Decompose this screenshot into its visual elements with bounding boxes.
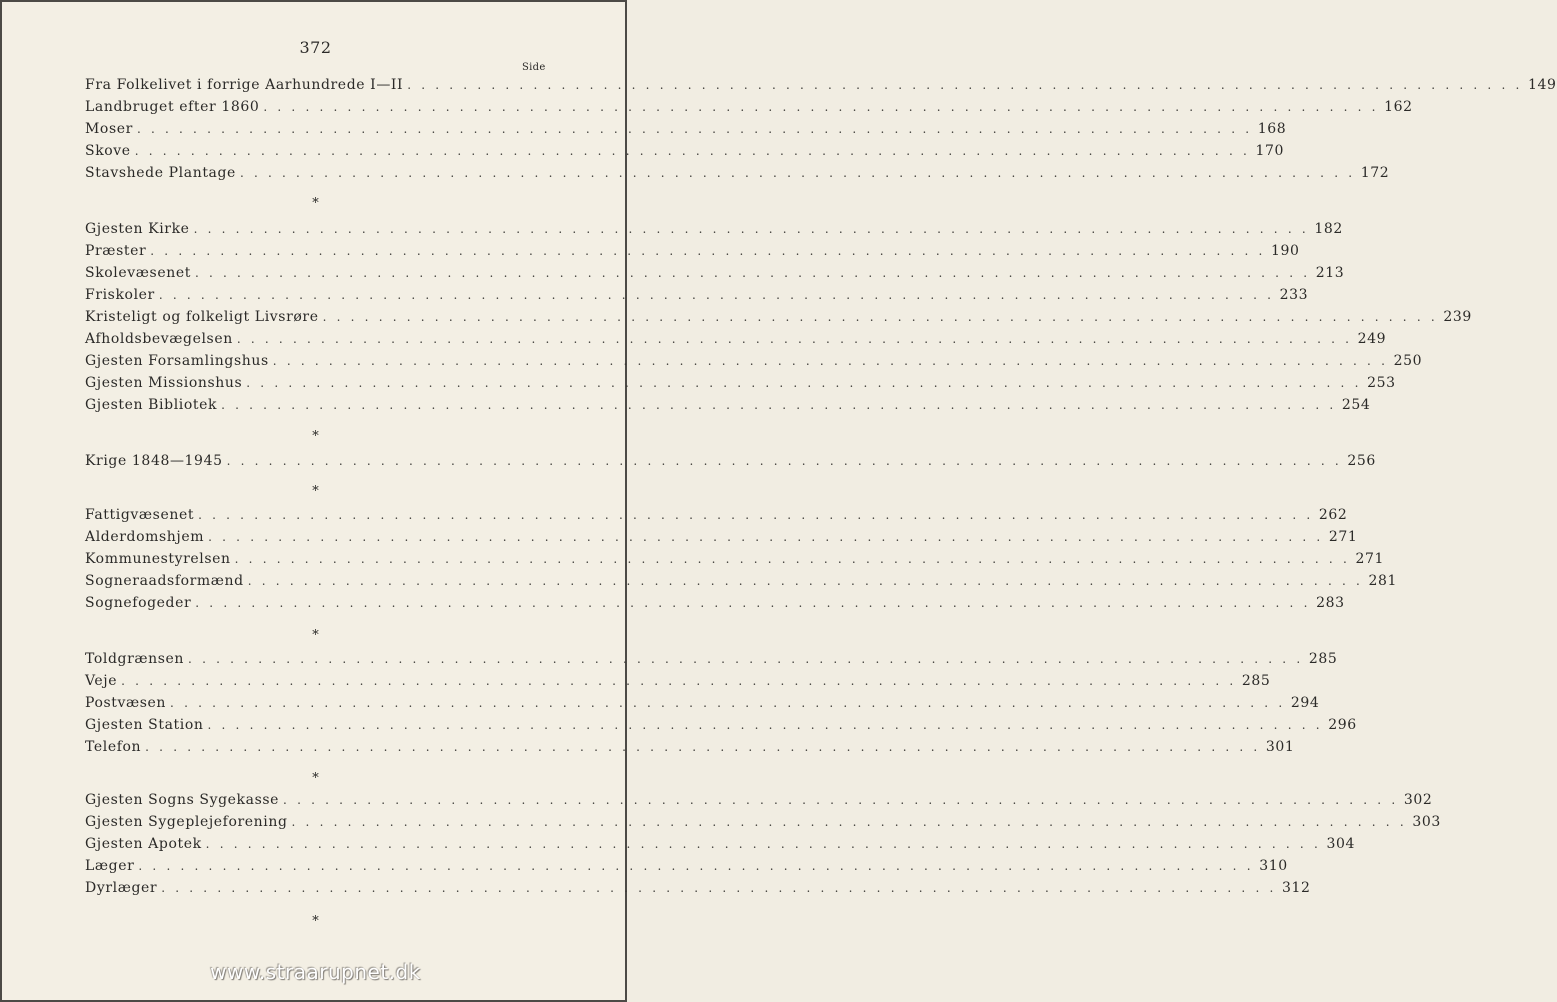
dot-leader: . . . . . . . . . . . . . . . . . . . . . . . . . . . . . . . . . . . . . . . . . . . . . . . . . . . . . . . . . . . . . . . . . . . . . . . . . . . . . . . . <box>263 100 1379 114</box>
toc-entry-page: 285 <box>1241 673 1271 689</box>
toc-entry-page: 233 <box>1279 287 1309 303</box>
toc-entry-page: 310 <box>1259 858 1288 874</box>
toc-entry-title: Fra Folkelivet i forrige Aarhundrede I—II <box>85 77 404 93</box>
toc-entry-title: Kommunestyrelsen <box>85 551 231 567</box>
toc-entry-title: Postvæsen <box>85 695 167 711</box>
toc-entry-page: 254 <box>1341 397 1371 413</box>
dot-leader: . . . . . . . . . . . . . . . . . . . . . . . . . . . . . . . . . . . . . . . . . . . . . . . . . . . . . . . . . . . . . . . . . . . . . . . . . . . . . . . . <box>145 740 1261 754</box>
page-number: 372 <box>299 38 332 57</box>
toc-entry <box>85 77 1557 95</box>
section-separator: * <box>312 914 319 929</box>
dot-leader: . . . . . . . . . . . . . . . . . . . . . . . . . . . . . . . . . . . . . . . . . . . . . . . . . . . . . . . . . . . . . . . . . . . . . . . . . . . . . . . . <box>158 288 1275 302</box>
dot-leader: . . . . . . . . . . . . . . . . . . . . . . . . . . . . . . . . . . . . . . . . . . . . . . . . . . . . . . . . . . . . . . . . . . . . . . . . . . . . . . . . <box>208 530 1324 544</box>
dot-leader: . . . . . . . . . . . . . . . . . . . . . . . . . . . . . . . . . . . . . . . . . . . . . . . . . . . . . . . . . . . . . . . . . . . . . . . . . . . . . . . . <box>150 244 1266 258</box>
toc-entry-page: 162 <box>1384 99 1413 115</box>
toc-entry-title: Læger <box>85 858 135 874</box>
dot-leader: . . . . . . . . . . . . . . . . . . . . . . . . . . . . . . . . . . . . . . . . . . . . . . . . . . . . . . . . . . . . . . . . . . . . . . . . . . . . . . . . <box>195 596 1311 610</box>
section-separator: * <box>312 628 319 643</box>
dot-leader: . . . . . . . . . . . . . . . . . . . . . . . . . . . . . . . . . . . . . . . . . . . . . . . . . . . . . . . . . . . . . . . . . . . . . . . . . . . . . . . . <box>198 508 1314 522</box>
toc-entry-page: 285 <box>1308 651 1338 667</box>
section-separator: * <box>312 771 319 786</box>
toc-entry <box>85 353 1423 371</box>
toc-entry <box>85 121 1287 139</box>
toc-entry <box>85 287 1309 305</box>
dot-leader: . . . . . . . . . . . . . . . . . . . . . . . . . . . . . . . . . . . . . . . . . . . . . . . . . . . . . . . . . . . . . . . . . . . . . . . . . . . . . . . . <box>246 376 1362 390</box>
dot-leader: . . . . . . . . . . . . . . . . . . . . . . . . . . . . . . . . . . . . . . . . . . . . . . . . . . . . . . . . . . . . . . . . . . . . . . . . . . . . . . . . <box>205 837 1321 851</box>
toc-entry-title: Gjesten Forsamlingshus <box>85 353 269 369</box>
toc-entry <box>85 397 1371 415</box>
toc-entry <box>85 739 1295 757</box>
toc-entry-title: Gjesten Station <box>85 717 204 733</box>
toc-entry-page: 296 <box>1328 717 1357 733</box>
dot-leader: . . . . . . . . . . . . . . . . . . . . . . . . . . . . . . . . . . . . . . . . . . . . . . . . . . . . . . . . . . . . . . . . . . . . . . . . . . . . . . . . <box>207 718 1323 732</box>
toc-entry-page: 256 <box>1347 453 1376 469</box>
toc-entry <box>85 99 1413 117</box>
dot-leader: . . . . . . . . . . . . . . . . . . . . . . . . . . . . . . . . . . . . . . . . . . . . . . . . . . . . . . . . . . . . . . . . . . . . . . . . . . . . . . . . <box>136 122 1253 136</box>
toc-entry <box>85 453 1376 471</box>
toc-entry-title: Telefon <box>85 739 142 755</box>
toc-entry-page: 304 <box>1326 836 1355 852</box>
toc-entry-page: 182 <box>1314 221 1343 237</box>
toc-entry <box>85 836 1355 854</box>
toc-entry-title: Toldgrænsen <box>85 651 185 667</box>
side-column-label: Side <box>522 62 546 73</box>
toc-entry <box>85 792 1433 810</box>
toc-entry <box>85 265 1345 283</box>
dot-leader: . . . . . . . . . . . . . . . . . . . . . . . . . . . . . . . . . . . . . . . . . . . . . . . . . . . . . . . . . . . . . . . . . . . . . . . . . . . . . . . . <box>283 793 1399 807</box>
dot-leader: . . . . . . . . . . . . . . . . . . . . . . . . . . . . . . . . . . . . . . . . . . . . . . . . . . . . . . . . . . . . . . . . . . . . . . . . . . . . . . . . <box>247 574 1364 588</box>
toc-entry-title: Skolevæsenet <box>85 265 191 281</box>
toc-entry-title: Stavshede Plantage <box>85 165 236 181</box>
toc-entry-page: 249 <box>1357 331 1387 347</box>
toc-entry <box>85 529 1358 547</box>
toc-entry <box>85 880 1311 898</box>
dot-leader: . . . . . . . . . . . . . . . . . . . . . . . . . . . . . . . . . . . . . . . . . . . . . . . . . . . . . . . . . . . . . . . . . . . . . . . . . . . . . . . . <box>138 859 1254 873</box>
toc-entry <box>85 717 1357 735</box>
toc-entry-title: Fattigvæsenet <box>85 507 195 523</box>
dot-leader: . . . . . . . . . . . . . . . . . . . . . . . . . . . . . . . . . . . . . . . . . . . . . . . . . . . . . . . . . . . . . . . . . . . . . . . . . . . . . . . . <box>272 354 1389 368</box>
dot-leader: . . . . . . . . . . . . . . . . . . . . . . . . . . . . . . . . . . . . . . . . . . . . . . . . . . . . . . . . . . . . . . . . . . . . . . . . . . . . . . . . <box>234 552 1350 566</box>
section-separator: * <box>312 429 319 444</box>
toc-entry <box>85 814 1441 832</box>
toc-entry <box>85 375 1396 393</box>
toc-entry-title: Sogneraadsformænd <box>85 573 244 589</box>
toc-entry <box>85 695 1320 713</box>
toc-entry <box>85 551 1384 569</box>
toc-entry-title: Gjesten Sogns Sygekasse <box>85 792 280 808</box>
dot-leader: . . . . . . . . . . . . . . . . . . . . . . . . . . . . . . . . . . . . . . . . . . . . . . . . . . . . . . . . . . . . . . . . . . . . . . . . . . . . . . . . <box>236 332 1353 346</box>
toc-entry-page: 250 <box>1393 353 1423 369</box>
toc-entry-title: Gjesten Missionshus <box>85 375 243 391</box>
dot-leader: . . . . . . . . . . . . . . . . . . . . . . . . . . . . . . . . . . . . . . . . . . . . . . . . . . . . . . . . . . . . . . . . . . . . . . . . . . . . . . . . <box>170 696 1286 710</box>
toc-entry-page: 271 <box>1328 529 1358 545</box>
toc-entry-page: 281 <box>1368 573 1398 589</box>
toc-entry <box>85 243 1300 261</box>
toc-entry-title: Gjesten Apotek <box>85 836 202 852</box>
toc-entry <box>85 858 1288 876</box>
toc-entry-title: Friskoler <box>85 287 155 303</box>
dot-leader: . . . . . . . . . . . . . . . . . . . . . . . . . . . . . . . . . . . . . . . . . . . . . . . . . . . . . . . . . . . . . . . . . . . . . . . . . . . . . . . . <box>221 398 1337 412</box>
toc-entry <box>85 507 1348 525</box>
toc-entry-title: Kristeligt og folkeligt Livsrøre <box>85 309 319 325</box>
toc-entry-page: 271 <box>1355 551 1384 567</box>
toc-entry-title: Dyrlæger <box>85 880 158 896</box>
toc-entry-page: 239 <box>1443 309 1472 325</box>
toc-entry <box>85 651 1338 669</box>
toc-entry-title: Landbruget efter 1860 <box>85 99 260 115</box>
toc-entry-page: 303 <box>1412 814 1441 830</box>
section-separator: * <box>312 484 319 499</box>
toc-entry <box>85 595 1345 613</box>
dot-leader: . . . . . . . . . . . . . . . . . . . . . . . . . . . . . . . . . . . . . . . . . . . . . . . . . . . . . . . . . . . . . . . . . . . . . . . . . . . . . . . . <box>161 881 1277 895</box>
dot-leader: . . . . . . . . . . . . . . . . . . . . . . . . . . . . . . . . . . . . . . . . . . . . . . . . . . . . . . . . . . . . . . . . . . . . . . . . . . . . . . . . <box>193 222 1309 236</box>
section-separator: * <box>312 196 319 211</box>
toc-entry-page: 312 <box>1281 880 1311 896</box>
toc-entry-title: Præster <box>85 243 147 259</box>
dot-leader: . . . . . . . . . . . . . . . . . . . . . . . . . . . . . . . . . . . . . . . . . . . . . . . . . . . . . . . . . . . . . . . . . . . . . . . . . . . . . . . . <box>407 78 1523 92</box>
toc-entry-title: Gjesten Kirke <box>85 221 190 237</box>
watermark: www.straarupnet.dk <box>210 960 421 984</box>
toc-entry-page: 168 <box>1257 121 1287 137</box>
toc-entry-title: Gjesten Sygeplejeforening <box>85 814 288 830</box>
toc-entry-title: Skove <box>85 143 131 159</box>
toc-entry-title: Sognefogeder <box>85 595 192 611</box>
toc-entry <box>85 221 1343 239</box>
toc-entry <box>85 573 1398 591</box>
toc-entry-title: Gjesten Bibliotek <box>85 397 218 413</box>
toc-entry-page: 294 <box>1290 695 1320 711</box>
dot-leader: . . . . . . . . . . . . . . . . . . . . . . . . . . . . . . . . . . . . . . . . . . . . . . . . . . . . . . . . . . . . . . . . . . . . . . . . . . . . . . . . <box>226 454 1342 468</box>
dot-leader: . . . . . . . . . . . . . . . . . . . . . . . . . . . . . . . . . . . . . . . . . . . . . . . . . . . . . . . . . . . . . . . . . . . . . . . . . . . . . . . . <box>121 674 1237 688</box>
dot-leader: . . . . . . . . . . . . . . . . . . . . . . . . . . . . . . . . . . . . . . . . . . . . . . . . . . . . . . . . . . . . . . . . . . . . . . . . . . . . . . . . <box>194 266 1311 280</box>
toc-entry-page: 262 <box>1318 507 1348 523</box>
toc-entry <box>85 331 1387 349</box>
dot-leader: . . . . . . . . . . . . . . . . . . . . . . . . . . . . . . . . . . . . . . . . . . . . . . . . . . . . . . . . . . . . . . . . . . . . . . . . . . . . . . . . <box>322 310 1438 324</box>
toc-entry-page: 302 <box>1403 792 1433 808</box>
toc-entry-page: 190 <box>1271 243 1300 259</box>
dot-leader: . . . . . . . . . . . . . . . . . . . . . . . . . . . . . . . . . . . . . . . . . . . . . . . . . . . . . . . . . . . . . . . . . . . . . . . . . . . . . . . . <box>239 166 1356 180</box>
toc-entry-page: 172 <box>1360 165 1390 181</box>
toc-entry-page: 170 <box>1255 143 1285 159</box>
toc-entry-title: Moser <box>85 121 133 137</box>
toc-entry-page: 283 <box>1316 595 1345 611</box>
toc-entry-title: Veje <box>85 673 118 689</box>
toc-entry-page: 213 <box>1315 265 1345 281</box>
toc-entry-title: Krige 1848—1945 <box>85 453 223 469</box>
dot-leader: . . . . . . . . . . . . . . . . . . . . . . . . . . . . . . . . . . . . . . . . . . . . . . . . . . . . . . . . . . . . . . . . . . . . . . . . . . . . . . . . <box>134 144 1251 158</box>
toc-entry-page: 301 <box>1265 739 1295 755</box>
toc-entry <box>85 165 1390 183</box>
toc-entry-page: 149 <box>1527 77 1557 93</box>
dot-leader: . . . . . . . . . . . . . . . . . . . . . . . . . . . . . . . . . . . . . . . . . . . . . . . . . . . . . . . . . . . . . . . . . . . . . . . . . . . . . . . . <box>291 815 1407 829</box>
toc-entry <box>85 673 1271 691</box>
toc-entry <box>85 309 1472 327</box>
toc-entry-title: Alderdomshjem <box>85 529 205 545</box>
toc-entry-page: 253 <box>1367 375 1396 391</box>
toc-entry <box>85 143 1285 161</box>
dot-leader: . . . . . . . . . . . . . . . . . . . . . . . . . . . . . . . . . . . . . . . . . . . . . . . . . . . . . . . . . . . . . . . . . . . . . . . . . . . . . . . . <box>188 652 1304 666</box>
toc-entry-title: Afholdsbevægelsen <box>85 331 233 347</box>
